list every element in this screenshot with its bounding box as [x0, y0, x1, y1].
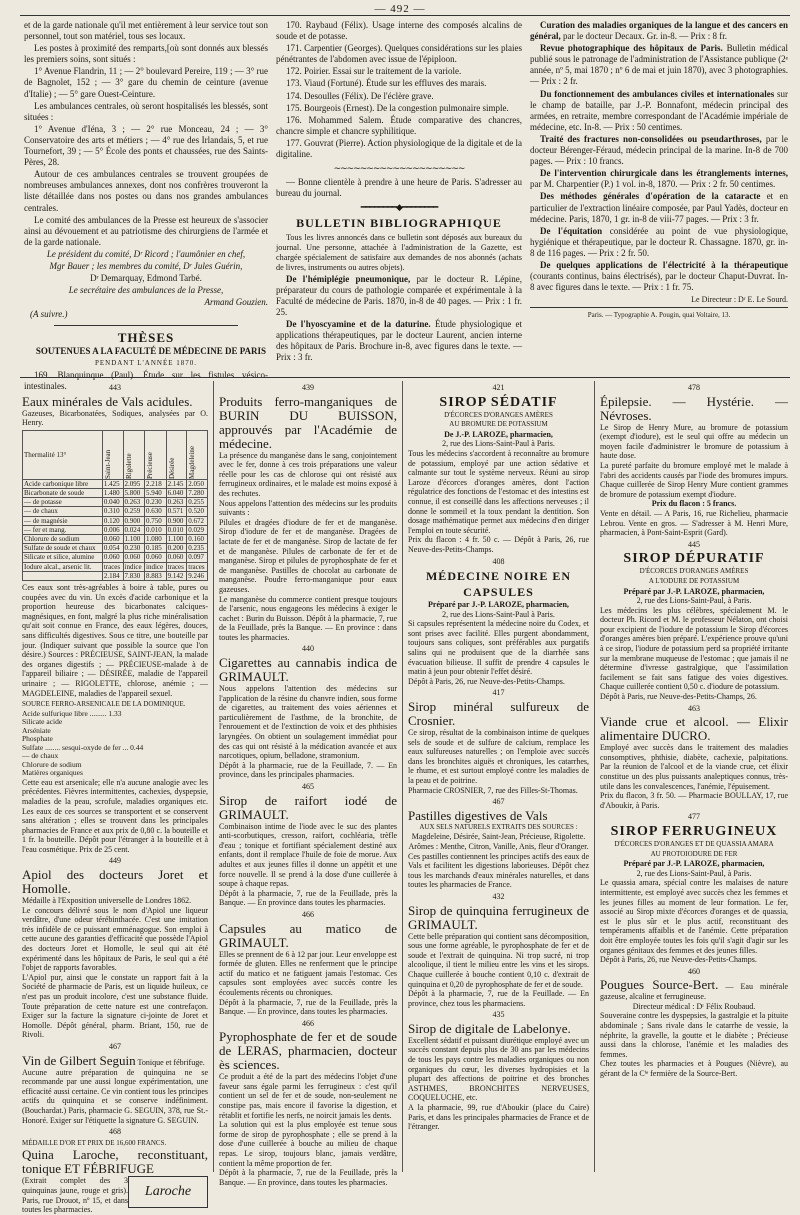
- book-3-title: Curation des maladies organiques de la langue et des cancers en général,: [530, 20, 788, 42]
- wavy-divider: ∼∼∼∼∼∼∼∼∼∼∼∼∼∼∼∼∼∼∼∼: [333, 163, 465, 174]
- table-cell: 1.100: [123, 535, 145, 544]
- wavy-divider-2: ━━━━━━━━◆━━━━━━━━: [360, 202, 438, 213]
- table-row: [23, 516, 208, 525]
- table-cell: 0.259: [123, 507, 145, 516]
- theses-heading: THÈSES: [117, 330, 175, 346]
- table-cell: 1.080: [145, 535, 167, 544]
- ferrugineux-title: SIROP FERRUGINEUX: [610, 823, 778, 839]
- ferrugineux-by: Préparé par J.-P. LAROZE, pharmacien,: [623, 859, 765, 869]
- table-cell: — de potasse: [23, 498, 103, 507]
- epilepsie-title: Épilepsie. — Hystérie. — Névroses.: [600, 393, 788, 423]
- table-cell: Silicate et silice, alumine: [23, 553, 103, 562]
- vals-subtitle: Gazeuses, Bicarbonatées, Sodiques, analysées par O. Henry.: [22, 408, 208, 428]
- page-number: — 492 —: [374, 3, 426, 15]
- dominique-composition: [22, 710, 208, 778]
- ad-column-divider-3: [594, 381, 595, 1172]
- sirop-depuratif-title: SIROP DÉPURATIF: [623, 551, 765, 567]
- table-row: [23, 525, 208, 534]
- pougues-p2: Chez toutes les pharmacies et à Pougues (Nièvre), au gérant de la Cⁱᵉ fermière de la Source-Bert.: [600, 1059, 788, 1079]
- thesis-174: 174. Desoulles (Félix). De l'éclère grave.: [286, 90, 434, 101]
- vals-title: Eaux minérales de Vals acidules.: [22, 393, 193, 409]
- ad-number: 478: [688, 383, 700, 392]
- book-1-text: par le docteur R. Lépine, préparateur du cours de pathologie comparée et expérimentale à la Faculté de médecine de Paris. 1870, in-8 de 40 pages. — Prix : 1 fr. 25.: [276, 273, 523, 317]
- raifort-p2: Dépôt à la pharmacie, 7, rue de la Feuillade, près la Banque. — En province dans toutes les pharmacies.: [219, 888, 397, 908]
- apiol-title: Apiol des docteurs Joret et Homolle.: [22, 867, 208, 897]
- table-cell: — fer et mang.: [23, 525, 103, 534]
- table-cell: traces: [187, 562, 208, 571]
- table-cell: 1.100: [166, 535, 187, 544]
- ad-column-divider-1: [213, 381, 214, 1172]
- vin-heading: [22, 1054, 208, 1068]
- thesis-176: 176. Mohammed Salem. Étude comparative des chancres, chancre simple et chancre syphilitique.: [276, 114, 522, 136]
- quinquina-p1: Cette belle préparation qui contient sans décomposition, sous une forme agréable, le pyrophosphate de fer et de soude et l'extrait de quinquina. Ni trop sucré, ni trop alcoolique, il tient le milieu entre les vins et les sirops. Chaque cuillerée à bouche contient 0,10 c. d'extrait de quinquina et 0,20 de pyrophosphate de fer et de soude.: [408, 931, 589, 989]
- table-cell: 0.230: [145, 498, 167, 507]
- col1-p1: et de la garde nationale qu'il met entièrement à leur service tout son personnel, tout son matériel, tous ses locaux.: [24, 20, 268, 42]
- table-row: [23, 479, 208, 488]
- bulletin-heading: BULLETIN BIBLIOGRAPHIQUE: [296, 215, 502, 230]
- signature-secretary: Le secrétaire des ambulances de la Presse,: [68, 285, 224, 296]
- book-entry-8: [530, 191, 788, 224]
- table-cell: 0.310: [102, 507, 123, 516]
- theses-subheading: SOUTENUES A LA FACULTÉ DE MÉDECINE DE PARIS: [35, 345, 267, 356]
- thesis-175: 175. Bourgeois (Ernest). De la congestion pulmonaire simple.: [286, 102, 509, 113]
- table-cell: Iodure alcal., arsenic lit.: [23, 562, 103, 571]
- ferrugineux-address: 2, rue des Lions-Saint-Paul, à Paris.: [636, 868, 752, 878]
- signature-members: Mgr Bauer ; les membres du comité, Dʳ Jules Guérin,: [49, 260, 243, 271]
- laroche-signature: Laroche: [128, 1176, 208, 1208]
- ad-number: 421: [492, 383, 505, 392]
- theses-year: PENDANT L'ANNÉE 1870.: [94, 358, 198, 367]
- composition-line: Silicate acide: [22, 717, 63, 727]
- table-cell: 0.672: [187, 516, 208, 525]
- signature-president: Le président du comité, Dʳ Ricord ; l'aumônier en chef,: [46, 248, 246, 259]
- book-entry-10: [530, 260, 788, 293]
- book-5-text: sur le champ de bataille, par J.-P. Bonnafont, médecin principal des armées, en retraite, membre correspondant de l'Académie impériale de médecine, etc. In-8. — Prix : 50 centimes.: [530, 88, 789, 132]
- book-8-text: et en particulier de l'extraction linéaire composée, par Paul Yadès, docteur en médecine. Paris, 1870, 1 gr. in-8 de viii-77 pages. — Prix : 3 fr.: [530, 191, 788, 224]
- book-4-text: Bulletin médical publié sous le patronage de l'administration de l'Assistance publique (2ᵉ année, nº 5, mai 1870 ; nº 6 de mai et juin 1870), avec 3 photographies. — Prix : 2 fr.: [530, 43, 788, 87]
- ad-column-3: [408, 381, 589, 1171]
- vals-analysis-table: [22, 430, 208, 581]
- vals-description: Ces eaux sont très-agréables à boire à table, pures ou coupées avec du vin. Un excès d'acide carbonique et la proportion heureuse des bicarbonates calciques-magnésiques, en font, malgré la plus riche minéralisation qu'ait soit connue en France, des eaux légères, douces, sans difficultés digestives. Sous ce titre, une bouteille par jour. (Indiquer suivant que possible la source que l'on désire.) Sources : PRÉCIEUSE, SAINT-JEAN, la malade des organes digestifs ; — PRÉCIEUSE-malade à de l'appareil biliaire ; — DÉSIRÉE, maladie de l'appareil urinaire ; — RIGOLETTE, chlorose, anémie ; — MAGDELEINE, maladies de l'appareil sexuel.: [22, 583, 208, 698]
- table-header-cell: Désirée: [166, 430, 187, 479]
- table-cell: traces: [102, 562, 123, 571]
- pougues-director: Directeur médical : Dʳ Félix Roubaud.: [632, 1001, 756, 1011]
- ducro-p1: Employé avec succès dans le traitement des maladies consomptives, phthisie, diabète, cachexie, palpitations. Par la réunion de l'alcool et de la viande crue, cet élixir constitue un des plus puissants analeptiques connus, très-utile dans les convalescences, l'anémie, l'épuisement.: [600, 743, 788, 791]
- ferrugineux-sub: D'ÉCORCES D'ORANGES ET DE QUASSIA AMARA: [614, 839, 774, 848]
- composition-line: Sulfate ........ sesqui-oxyde de fer ... 0.44: [22, 742, 144, 752]
- bulletin-intro: Tous les livres annoncés dans ce bulletin sont déposés aux bureaux du journal. Une personne, attachée à l'administration de la Gazette, est chargée spécialement de satisfaire aux demandes de nos abonnés (achats de livres, instruments ou autres objets).: [276, 232, 522, 272]
- table-cell: 0.010: [145, 525, 167, 534]
- pastilles-sub: AUX SELS NATURELS EXTRAITS DES SOURCES :: [419, 822, 578, 831]
- pyrophosphate-p1: Ce produit a été de la part des médecins l'objet d'une faveur sans égale parmi les ferrugineux : c'est qu'il contient un sel de fer et de soude, non-seulement ne constipe pas, mais encore il favorise la digestion, et rétablit et fortifie les nerfs, ne noircit jamais les dents.: [219, 1072, 397, 1120]
- table-cell: 9.142: [166, 571, 187, 580]
- book-entry-3: [530, 20, 788, 42]
- ad-column-divider-2: [402, 381, 403, 1172]
- table-cell: [23, 571, 103, 580]
- epilepsie-price: Prix du flacon : 5 francs.: [651, 499, 737, 509]
- table-cell: 0.040: [102, 498, 123, 507]
- to-be-continued: (A suivre.): [30, 309, 68, 320]
- apiol-subtitle: Médaille à l'Exposition universelle de Londres 1862.: [22, 896, 192, 906]
- burin-p2: Nous appelons l'attention des médecins sur les produits suivants :: [219, 498, 397, 518]
- table-row: [23, 498, 208, 507]
- table-cell: 2.184: [102, 571, 123, 580]
- table-cell: 7.830: [123, 571, 145, 580]
- pyrophosphate-p2: La solution qui est la plus employée est tenue sous forme de sirop de pyrophosphate ; elle se prend à la dose d'une cuillerée à bouche au milieu de chaque repas. Le sirop, toujours blanc, jamais verdâtre, contient la même proportion de fer.: [219, 1120, 397, 1168]
- pastilles-title: Pastilles digestives de Vals: [408, 807, 548, 823]
- imprint: Paris. — Typographie A. Pougin, quai Voltaire, 13.: [587, 311, 731, 320]
- book-entry-1: [276, 274, 522, 318]
- table-cell: 0.010: [166, 525, 187, 534]
- medecine-noire-p2: Dépôt à Paris, 26, rue Neuve-des-Petits-Champs.: [408, 676, 565, 686]
- sirop-sedatif-by: De J.-P. LAROZE, pharmacien,: [444, 429, 553, 439]
- book-6-title: Traité des fractures non-consolidées ou pseudarthroses,: [540, 133, 762, 144]
- quinquina-title: Sirop de quinquina ferrugineux de GRIMAULT.: [408, 902, 589, 932]
- col1-p6: Autour de ces ambulances centrales se trouvent groupées de nombreuses ambulances annexes, dont nos confrères trouveront la liste détaillée dans nos postes ou dans nos grandes ambulances centrales.: [24, 169, 268, 213]
- epilepsie-p2: La pureté parfaite du bromure employé met le malade à l'abri des accidents causés par l'iode des bromures impurs. Chaque cuillerée de Sirop Henry Mure contient grammes de bromure de potassium exempt d'iodure.: [600, 460, 788, 499]
- table-header-cell: Rigolette: [123, 430, 145, 479]
- ad-number: 435: [492, 1010, 505, 1020]
- table-cell: 9.246: [187, 571, 208, 580]
- table-header-cell: Magdeleine: [187, 430, 208, 479]
- table-cell: 0.060: [102, 535, 123, 544]
- composition-line: — de chaux: [22, 751, 59, 761]
- crosnier-title: Sirop minéral sulfureux de Crosnier.: [408, 699, 589, 729]
- ad-number: 417: [492, 688, 505, 698]
- table-header-cell: Saint-Jean: [102, 430, 123, 479]
- table-cell: 0.029: [187, 525, 208, 534]
- table-cell: 0.263: [123, 498, 145, 507]
- table-cell: 0.060: [102, 553, 123, 562]
- thesis-170: 170. Raybaud (Félix). Usage interne des composés alcalins de soude et de potasse.: [276, 20, 522, 42]
- book-3-text: par le docteur Decaux. Gr. in-8. — Prix : 8 fr.: [563, 31, 727, 42]
- table-cell: 1.425: [102, 479, 123, 488]
- burin-p4: Le manganèse du commerce contient presque toujours de l'arsenic, nous engageons les médecins à exiger le cachet : Burin du Buisson. Dépôt à la pharmacie, 7, rue de la Feuillade, près la Banque. — En province : dans toutes les pharmacies.: [219, 594, 397, 642]
- table-cell: Acide carbonique libre: [23, 479, 103, 488]
- table-cell: indice: [123, 562, 145, 571]
- table-cell: 0.900: [166, 516, 187, 525]
- ferrugineux-p2: Dépôt à Paris, 26, rue Neuve-des-Petits-Champs.: [600, 955, 757, 965]
- top-rule: [20, 15, 790, 16]
- table-cell: 0.024: [123, 525, 145, 534]
- col1-p5: 1° Avenue d'Iéna, 3 ; — 2° rue Monceau, 24 ; — 3° Conservatoire des arts et métiers ; — 4° rue des Irlandais, 5, et rue Tournefort, 39 ; — 5° École des ponts et chaussées, rue des Saints-Pères, 28.: [24, 123, 268, 168]
- quina-title: Quina Laroche, reconstituant, tonique ET FÉBRIFUGE: [22, 1147, 208, 1177]
- book-entry-9: [530, 226, 788, 259]
- ad-number: 440: [302, 644, 314, 654]
- book-2-text: Étude physiologique et applications thérapeutiques, par le docteur Laurent, ancien interne des hôpitaux de Paris. Brochure in-8, avec figures dans le texte. — Prix : 3 fr.: [276, 318, 522, 363]
- sirop-depuratif-p1: Les médecins les plus célèbres, spécialement M. le docteur Ph. Ricord et M. le professeur Nélaton, ont choisi pour excipient de l'iodure de potassium le Sirop d'écorces d'oranges amères bien préparé. L'expérience prouve qu'uni à ce sirop, l'iodure de potassium perd sa propriété irritante sur la membrane muqueuse de l'estomac ; que jamais il ne détermine d'ivresse gastralgique, que l'assimilation facilement se fait sans fatigue des voies digestives. Chaque cuillerée contient 0,50 c. d'iodure de potassium.: [600, 605, 788, 692]
- table-cell: 0.520: [187, 507, 208, 516]
- table-cell: 0.230: [123, 544, 145, 553]
- pougues-p1: Souveraine contre les dyspepsies, la gastralgie et la pituite abdominale ; Sans rivale dans le catarrhe de vessie, la néphrite, la gravelle, la goutte et le diabète ; Précieuse aussi dans la chlorose, l'anémie et les maladies des femmes.: [600, 1011, 788, 1059]
- table-cell: 0.571: [166, 507, 187, 516]
- signature-names: Dʳ Demarquay, Edmond Tarbé.: [90, 273, 202, 284]
- ad-number: 467: [492, 797, 505, 807]
- digitale-p1: Excellent sédatif et puissant diurétique employé avec un succès constant depuis plus de 30 ans par les médecins de tous les pays contre les maladies organiques ou non organiques du cœur, les diverses hydropisies et la plupart des affections de poitrine et des bronches ASTHMES, BRONCHITES NERVEUSES, COQUELUCHE, etc.: [408, 1035, 589, 1103]
- epilepsie-p1: Le Sirop de Henry Mure, au bromure de potassium (exempt d'iodure), est le seul qui offre au médecin un moyen facile d'administrer le bromure de potassium à haute dose.: [600, 422, 788, 461]
- sirop-sedatif-sub: D'ÉCORCES D'ORANGES AMÈRES: [444, 410, 553, 419]
- matico-p2: Dépôt à la pharmacie, 7, rue de la Feuillade, près la Banque. — En province, dans toutes les pharmacies.: [219, 997, 397, 1017]
- ducro-title: Viande crue et alcool. — Elixir alimentaire DUCRO.: [600, 714, 788, 744]
- sirop-sedatif-p1: Tous les médecins s'accordent à reconnaître au bromure de potassium, employé par une action sédative et calmante sur tout le système nerveux. Réuni au sirop Laroze d'écorces d'oranges amères, dont l'action régulatrice des fonctions de l'estomac et des intestins est connue, il est conseillé dans les affections nerveuses ; il donne le sommeil et la toux pendant la dentition. Son dosage mathématique permet aux médecins d'en diriger l'emploi en toute sécurité.: [408, 448, 589, 535]
- ads-separator: [20, 377, 790, 378]
- book-6-text: par le docteur Bérenger-Féraud, médecin principal de la marine. In-8 de 700 pages. — Prix : 10 francs.: [530, 133, 789, 167]
- sirop-sedatif-p2: Prix du flacon : 4 fr. 50 c. — Dépôt à Paris, 26, rue Neuve-des-Petits-Champs.: [408, 535, 589, 554]
- ad-number: 467: [109, 1041, 121, 1051]
- composition-line: Matières organiques: [22, 768, 83, 778]
- table-cell: 0.263: [166, 498, 187, 507]
- ad-column-2: [219, 381, 397, 1187]
- table-cell: 8.883: [145, 571, 167, 580]
- ferrugineux-sub-2: AU PROTOIODURE DE FER: [650, 849, 738, 858]
- book-9-title: De l'équitation: [540, 225, 603, 236]
- table-cell: 0.097: [187, 553, 208, 562]
- table-row: [23, 535, 208, 544]
- medecine-noire-address: 2, rue des Lions-Saint-Paul à Paris.: [442, 609, 555, 619]
- table-cell: 2.145: [166, 479, 187, 488]
- medecine-noire-by: Préparé par J.-P. LAROZE, pharmacien,: [428, 600, 569, 610]
- table-cell: 6.040: [166, 488, 187, 497]
- table-cell: 0.060: [166, 553, 187, 562]
- composition-line: Arséniate: [22, 725, 51, 735]
- ad-number: 466: [302, 909, 314, 919]
- table-cell: 2.050: [187, 479, 208, 488]
- table-cell: Sulfate de soude et chaux: [23, 544, 103, 553]
- pougues-heading: [600, 978, 788, 1002]
- digitale-p2: A la pharmacie, 99, rue d'Aboukir (place du Caire) Paris, et dans les principales pharmacies de France et de l'étranger.: [408, 1103, 589, 1132]
- thesis-169: 169. Blanquinque (Paul). Étude sur les fistules vésico-intestinales.: [24, 369, 268, 391]
- table-cell: 0.160: [187, 535, 208, 544]
- col1-p4: Les ambulances centrales, où seront hospitalisés les blessés, sont situées :: [24, 100, 268, 122]
- table-cell: indice: [145, 562, 167, 571]
- table-cell: 0.235: [187, 544, 208, 553]
- table-row: [23, 553, 208, 562]
- book-5-title: Du fonctionnement des ambulances civiles et internationales: [540, 88, 775, 99]
- pastilles-p1: Ces pastilles contiennent les principes actifs des eaux de Vals et facilitent les digestions laborieuses. Dépôt chez tous les marchands d'eaux minérales naturelles, et dans toutes les pharmacies de France.: [408, 851, 589, 890]
- thesis-172: 172. Poirier. Essai sur le traitement de la variole.: [286, 66, 462, 77]
- dominique-description: Cette eau est arsenicale; elle n'a aucune analogie avec les précédentes. Fièvres intermittentes, cachexies, dyspepsie, maladies de la peau, scrofule, maladies organiques etc. Les eaux de ces sources se transportent et se conservent sans altération ; elles se trouvent dans les principales pharmacies de France et aux prix de 0,80 c. la bouteille et 1 fr. la bouteille. Dépôt pour l'étranger à la bouteille et à l'eau cosmétique. Prix de 25 cent.: [22, 777, 208, 854]
- quina-text: (Extrait complet des 3 quinquinas jaune, rouge et gris). Paris, rue Drouot, nº 15, et dans toutes les pharmacies.: [22, 1176, 128, 1215]
- sirop-depuratif-address: 2, rue des Lions-Saint-Paul, à Paris.: [636, 596, 752, 606]
- divider: [54, 325, 238, 326]
- book-entry-7: [530, 168, 788, 190]
- director-signature: Le Directeur : Dʳ E. Le Sourd.: [691, 295, 788, 305]
- ad-number: 466: [302, 1018, 314, 1028]
- crosnier-p1: Ce sirop, résultat de la combinaison intime de quelques sels de soude et de sulfure de calcium, remplace les eaux sulfureuses naturelles ; on l'emploie avec succès dans les bronchites aiguës et chroniques, les catarrhes, le rhume, et est surtout employé contre les maladies de la peau et de poitrine.: [408, 728, 589, 785]
- table-cell: 0.060: [145, 553, 167, 562]
- ad-number: 463: [688, 703, 700, 713]
- thesis-173: 173. Viaud (Fortuné). Étude sur les effluves des marais.: [286, 78, 487, 89]
- table-cell: 0.120: [102, 516, 123, 525]
- ad-column-4: [600, 381, 788, 1171]
- burin-p3: Pilules et dragées d'iodure de fer et de manganèse. Sirop d'iodure de fer et de manganèse. Dragées de lactate de fer et de manganèse. Sirop de lactate de fer et de manganèse. Pilules de carbonate de fer et de manganèse. Sirop et pilules de pyrophosphate de fer et de manganèse. Pastilles de chocolat au carbonate de manganèse. Poudre ferro-manganique pour eaux gazeuses.: [219, 517, 397, 594]
- pougues-sub: — Eau minérale gazeuse, alcaline et ferrugineuse.: [600, 982, 789, 1002]
- imprint-rule: [530, 307, 788, 308]
- table-row: [23, 488, 208, 497]
- table-row: [23, 507, 208, 516]
- book-1-title: De l'hémiplégie pneumonique,: [286, 273, 411, 284]
- ad-number: 449: [109, 856, 121, 866]
- composition-line: Chlorure de sodium: [22, 759, 82, 769]
- table-cell: — de chaux: [23, 507, 103, 516]
- medecine-noire-title: MÉDECINE NOIRE EN CAPSULES: [425, 569, 571, 600]
- table-cell: 2.095: [123, 479, 145, 488]
- matico-title: Capsules au matico de GRIMAULT.: [219, 920, 397, 950]
- thesis-177: 177. Gouvrat (Pierre). Action physiologique de la digitale et de la digitaline.: [276, 137, 522, 160]
- ad-number: 460: [688, 966, 700, 976]
- sirop-depuratif-sub: D'ÉCORCES D'ORANGES AMÈRES: [639, 567, 749, 576]
- book-7-text: par M. Charpentier (P.) 1 vol. in-8, 1870. — Prix : 2 fr. 50 centimes.: [530, 179, 776, 190]
- book-10-text: (courants continus, bains électrisés), par le docteur Chaput-Duvrat. In-8 avec figures dans le texte. — Prix : 1 fr. 75.: [530, 271, 788, 293]
- medal-notice: MÉDAILLE D'OR ET PRIX DE 16,600 FRANCS.: [22, 1138, 167, 1147]
- book-10-title: De quelques applications de l'électricité à la thérapeutique: [540, 259, 788, 270]
- cigarettes-p2: Dépôt à la pharmacie, rue de la Feuillade, 7. — En province, dans les principales pharmacies.: [219, 760, 397, 780]
- table-header-cell: Thermalité 13°: [23, 430, 103, 479]
- table-header-row: [23, 430, 208, 479]
- ad-number: 465: [302, 782, 314, 791]
- ducro-p2: Prix du flacon, 3 fr. 50. — Pharmacie BOULLAY, 17, rue d'Aboukir, à Paris.: [600, 791, 788, 810]
- book-entry-2: [276, 319, 522, 363]
- column-3: [530, 20, 788, 375]
- table-cell: 7.280: [187, 488, 208, 497]
- ad-number: 432: [492, 891, 505, 901]
- table-cell: 0.900: [123, 516, 145, 525]
- table-cell: 1.480: [102, 488, 123, 497]
- table-row: [23, 562, 208, 571]
- table-header-cell: Précieuse: [145, 430, 167, 479]
- table-cell: 0.054: [102, 544, 123, 553]
- table-cell: Chlorure de sodium: [23, 535, 103, 544]
- book-entry-4: [530, 43, 788, 87]
- sirop-sedatif-sub-2: AU BROMURE DE POTASSIUM: [449, 420, 548, 429]
- ad-number: 468: [109, 1127, 121, 1137]
- table-cell: traces: [166, 562, 187, 571]
- table-cell: 0.630: [145, 507, 167, 516]
- table-cell: 5.800: [123, 488, 145, 497]
- quinquina-p2: Dépôt à la pharmacie, 7, rue de la Feuillade. — En province, chez tous les pharmaciens.: [408, 989, 589, 1008]
- composition-line: Phosphate: [22, 734, 53, 744]
- ad-number: 443: [109, 383, 121, 392]
- table-cell: 0.185: [145, 544, 167, 553]
- apiol-text: Le concours délivré sous le nom d'Apiol une liqueur verdâtre, d'une odeur térébinthacée. C'est une imitation très infidèle de ce puissant emménagogue. Son emploi à cette aucune des garanties d'efficacité que possède l'Apiol des docteurs Joret et Homolle, le seul qui ait été expérimenté dans les hôpitaux de Paris, le seul qui a été l'objet de rapports favorables.: [22, 905, 208, 973]
- ad-column-1: [22, 381, 208, 1215]
- clientele-notice: — Bonne clientèle à prendre à une heure de Paris. S'adresser au bureau du journal.: [276, 177, 522, 199]
- quina-block: [22, 1176, 208, 1214]
- burin-p1: La présence du manganèse dans le sang, conjointement avec le fer, donne à ces trois préparations une valeur réelle pour les cas de chlorose qui ont résisté aux ferrugineux ordinaires, et le malade est moins exposé à des rechutes.: [219, 450, 397, 498]
- table-cell: 0.200: [166, 544, 187, 553]
- book-9-text: considérée au point de vue physiologique, hygiénique et thérapeutique, par le docteur R. Chassagne. 1870, gr. in-8 de 116 pages. — Prix : 2 fr. 50.: [530, 225, 788, 258]
- dominique-source: SOURCE FERRO-ARSENICALE DE LA DOMINIQUE.: [22, 700, 186, 709]
- apiol-text-2: L'Apiol pur, ainsi que le constate un rapport fait à la Société de pharmacie de Paris, est un liquide huileux, ce n'est pas un produit incolore, c'est une substance fluide. Toute préparation de cette nature est une contrefaçon. Exiger sur la facture la signature ci-jointe de Joret et Homolle. Dépôt général, pharm. Briant, 150, rue de Rivoli.: [22, 972, 208, 1040]
- sirop-depuratif-sub-2: A L'IODURE DE POTASSIUM: [648, 576, 740, 585]
- table-cell: 0.006: [102, 525, 123, 534]
- sirop-sedatif-address: 2, rue des Lions-Saint-Paul à Paris.: [442, 439, 555, 449]
- book-entry-5: [530, 89, 788, 133]
- thesis-171: 171. Carpentier (Georges). Quelques considérations sur les plaies pénétrantes de l'abdomen avec issue de l'épiploon.: [276, 43, 522, 65]
- table-cell: 0.750: [145, 516, 167, 525]
- raifort-p1: Combinaison intime de l'iode avec le suc des plantes anti-scorbutiques, cresson, raifort, cochléaria, trèfle d'eau ; tonique et fortifiant spécialement destiné aux enfants, dont il remplace l'huile de foie de morue. Aux adultes et aux jeunes filles il donne un appétit et une force nouvelle. Il se prend à la dose d'une cuillerée à soupe à chaque repas.: [219, 821, 397, 889]
- vin-text: Aucune autre préparation de quinquina ne se recommande par une aussi longue expérimentation, une efficacité aussi certaine. Ce vin contient tous les principes actifs du quinquina et se conserve indéfiniment. (Bouchardat.) Paris, pharmacie G. SEGUIN, 378, rue St.-Honoré. Exiger sur l'étiquette la signature G. SEGUIN.: [22, 1067, 208, 1125]
- ad-number: 477: [688, 812, 700, 822]
- digitale-title: Sirop de digitale de Labelonye.: [408, 1020, 571, 1036]
- book-entry-6: [530, 134, 788, 167]
- table-cell: 5.940: [145, 488, 167, 497]
- table-cell: Bicarbonate de soude: [23, 488, 103, 497]
- book-4-title: Revue photographique des hôpitaux de Paris.: [540, 43, 723, 54]
- vin-subtitle: Tonique et fébrifuge.: [137, 1057, 205, 1067]
- raifort-title: Sirop de raifort iodé de GRIMAULT.: [219, 792, 397, 822]
- table-row: [23, 544, 208, 553]
- pyrophosphate-title: Pyrophosphate de fer et de soude de LERAS, pharmacien, docteur ès sciences.: [219, 1029, 397, 1073]
- book-8-title: Des méthodes générales d'opération de la cataracte: [540, 191, 761, 202]
- column-2: [276, 20, 522, 375]
- composition-line: Acide sulfurique libre ......... 1.33: [22, 708, 122, 718]
- table-cell: 2.218: [145, 479, 167, 488]
- signature-gouzien: Armand Gouzien.: [204, 297, 268, 308]
- col1-p2: Les postes à proximité des remparts,[où sont donnés aux blessés les premiers soins, sont situés :: [24, 43, 268, 65]
- medecine-noire-p1: Si capsules représentent la médecine noire du Codex, et sont prises avec facilité. Elles purgent abondamment, toujours sans coliques, sont préférables aux purgatifs salins qui ne produisent que de la diarrhée sans évacuation bilieuse. Il suffit de prendre 4 capsules le matin à jeun pour obtenir l'effet désiré.: [408, 619, 589, 677]
- sirop-sedatif-title: SIROP SÉDATIF: [439, 394, 558, 410]
- pougues-title: Pougues Source-Bert.: [600, 977, 719, 993]
- table-cell: — de magnésie: [23, 516, 103, 525]
- sirop-depuratif-by: Préparé par J.-P. LAROZE, pharmacien,: [623, 586, 765, 596]
- pyrophosphate-p3: Dépôt à la pharmacie, 7, rue de la Feuillade, près la Banque. — En province, dans toutes les pharmacies.: [219, 1168, 397, 1187]
- matico-p1: Elles se prennent de 6 à 12 par jour. Leur enveloppe est formée de gluten. Elles ne renferment que le principe actif du matico et ne fatiguent jamais l'estomac. Ces capsules sont employées avec succès contre les écoulements récents ou chroniques.: [219, 949, 397, 997]
- ad-number: 439: [302, 383, 314, 392]
- cigarettes-p1: Nous appelons l'attention des médecins sur l'application de la résine du chanvre indien, sous forme de cigarettes, au traitement des voies aériennes et particulièrement de l'asthme, de la bronchite, de l'enrouement et de l'extinction de voix et des phthisies laryngées. On obtient un soulagement immédiat pour des cas qui ont résisté à la médication avancée et aux narcotiques, opium, belladone, stramonium.: [219, 684, 397, 761]
- cigarettes-title: Cigarettes au cannabis indica de GRIMAULT.: [219, 655, 397, 685]
- epilepsie-p4: Vente en détail. — A Paris, 16, rue Richelieu, pharmacie Lebrou. Vente en gros. — S'adresser à M. Henri Mure, pharmacien, à Pont-Saint-Esprit (Gard).: [600, 508, 788, 538]
- sirop-depuratif-p2: Dépôt à Paris, rue Neuve-des-Petits-Champs, 26.: [600, 692, 757, 702]
- book-2-title: De l'hyoscyamine et de la daturine.: [286, 318, 431, 329]
- col1-p7: Le comité des ambulances de la Presse est heureux de s'associer ainsi au dévouement et au patriotisme des chirurgiens de l'armée et de la garde nationale.: [24, 214, 268, 247]
- table-cell: 0.255: [187, 498, 208, 507]
- table-cell: 0.060: [123, 553, 145, 562]
- ferrugineux-p1: Le quassia amara, spécial contre les malaises de nature intermittente, est employé avec succès chez les femmes et les jeunes filles au moment de leur formation. Le fer, associé au Sirop mixte d'écorces d'oranges et de quassia, est le plus sûr et le plus actif, reconstituant des tempéraments affaiblis et de l'anémie. Cette préparation doit être employée toutes les fois qu'il s'agit d'agir sur les organes génitaux des femmes et des jeunes filles.: [600, 878, 788, 955]
- ad-number: 408: [492, 556, 505, 566]
- crosnier-p2: Pharmacie CROSNIER, 7, rue des Filles-St-Thomas.: [408, 785, 578, 795]
- table-total-row: [23, 571, 208, 580]
- book-7-title: De l'intervention chirurgicale dans les étranglements internes,: [540, 168, 788, 179]
- pastilles-aromas: Arômes : Menthe, Citron, Vanille, Anis, fleur d'Oranger.: [408, 841, 589, 851]
- pastilles-sources: Magdeleine, Désirée, Saint-Jean, Précieuse, Rigolette.: [411, 832, 586, 842]
- col1-p3: 1° Avenue Flandrin, 11 ; — 2° boulevard Pereire, 119 ; — 3° rue de Bagnolet, 152 ; — 3° gare du chemin de ceinture (avenue d'Italie) ; — 5° gare Ouest-Ceinture.: [24, 66, 268, 99]
- ad-number: 445: [688, 539, 700, 549]
- vin-title: Vin de Gilbert Seguin: [22, 1052, 136, 1068]
- burin-title: Produits ferro-manganiques de BURIN DU BUISSON, approuvés par l'Académie de médecine.: [219, 393, 397, 451]
